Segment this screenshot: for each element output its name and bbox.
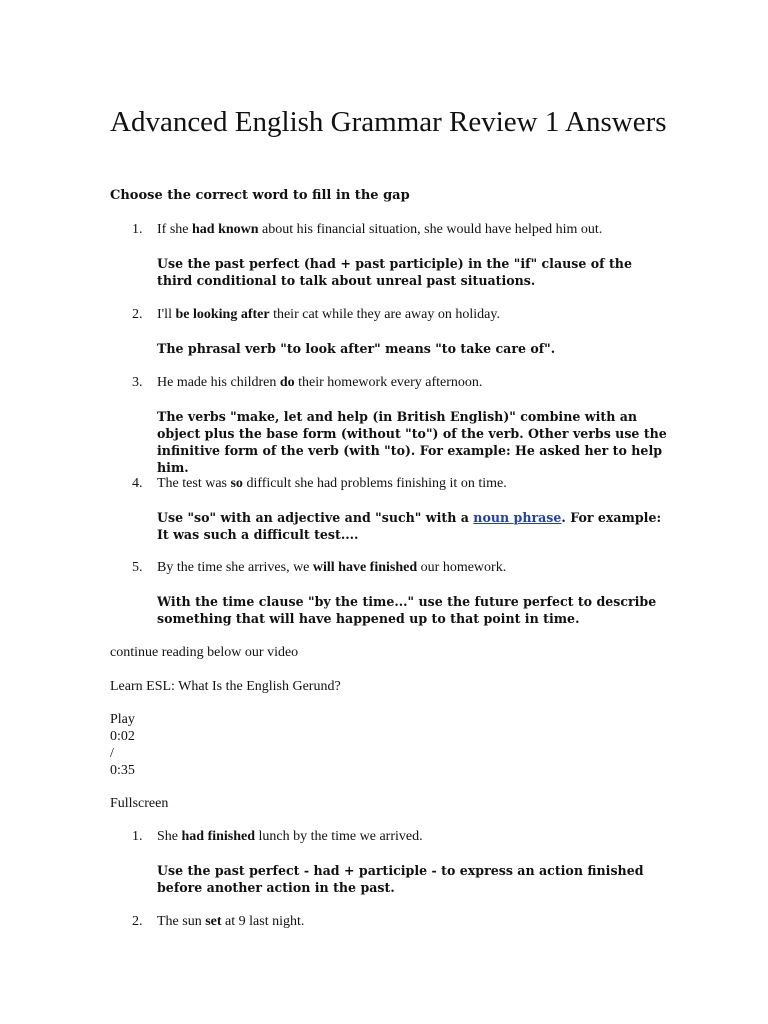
answer-explanation: Use the past perfect - had + participle - to express an action finished before another action in the past. <box>157 863 644 895</box>
video-time-separator: / <box>110 746 114 761</box>
question-text: By the time she arrives, we will have finished our homework. <box>157 560 507 575</box>
question-number: 2. <box>132 914 143 929</box>
question-text: I'll be looking after their cat while they are away on holiday. <box>157 307 500 322</box>
answer-explanation: The verbs "make, let and help (in British English)" combine with an object plus the base form (without "to") of the verb. Other verbs use the infinitive form of the verb (with "to). For example: He asked her to help him. <box>157 409 667 475</box>
question-text: If she had known about his financial situation, she would have helped him out. <box>157 222 603 237</box>
answer-explanation: The phrasal verb "to look after" means "to take care of". <box>157 341 556 356</box>
instruction-heading: Choose the correct word to fill in the gap <box>110 188 410 203</box>
question-number: 1. <box>132 222 143 237</box>
question-number: 3. <box>132 375 143 390</box>
answer-explanation: With the time clause "by the time..." use the future perfect to describe something that will have happened up to that point in time. <box>157 594 657 626</box>
continue-reading-text: continue reading below our video <box>110 645 299 660</box>
answer-word: had finished <box>181 829 256 844</box>
video-duration: 0:35 <box>110 763 135 778</box>
question-number: 1. <box>132 829 143 844</box>
video-title: Learn ESL: What Is the English Gerund? <box>110 679 341 694</box>
question-text: She had finished lunch by the time we arrived. <box>157 829 423 844</box>
page-title: Advanced English Grammar Review 1 Answers <box>110 106 667 138</box>
answer-word: set <box>205 914 222 929</box>
question-number: 4. <box>132 476 143 491</box>
question-number: 5. <box>132 560 143 575</box>
answer-explanation: Use the past perfect (had + past participle) in the "if" clause of the third conditional to talk about unreal past situations. <box>157 256 632 288</box>
question-text: He made his children do their homework every afternoon. <box>157 375 483 390</box>
video-current-time: 0:02 <box>110 729 135 744</box>
answer-word: do <box>279 375 295 390</box>
question-text: The test was so difficult she had problems finishing it on time. <box>157 476 507 491</box>
answer-word: so <box>230 476 243 491</box>
answer-word: had known <box>192 222 259 237</box>
noun-phrase-link[interactable]: noun phrase <box>473 510 562 525</box>
answer-word: be looking after <box>175 307 270 322</box>
question-number: 2. <box>132 307 143 322</box>
fullscreen-button[interactable]: Fullscreen <box>110 796 169 811</box>
answer-word: will have finished <box>312 560 418 575</box>
play-button[interactable]: Play <box>110 712 135 727</box>
question-text: The sun set at 9 last night. <box>157 914 305 929</box>
answer-explanation: Use "so" with an adjective and "such" with a noun phrase. For example: It was such a difficult test.... <box>157 510 662 542</box>
